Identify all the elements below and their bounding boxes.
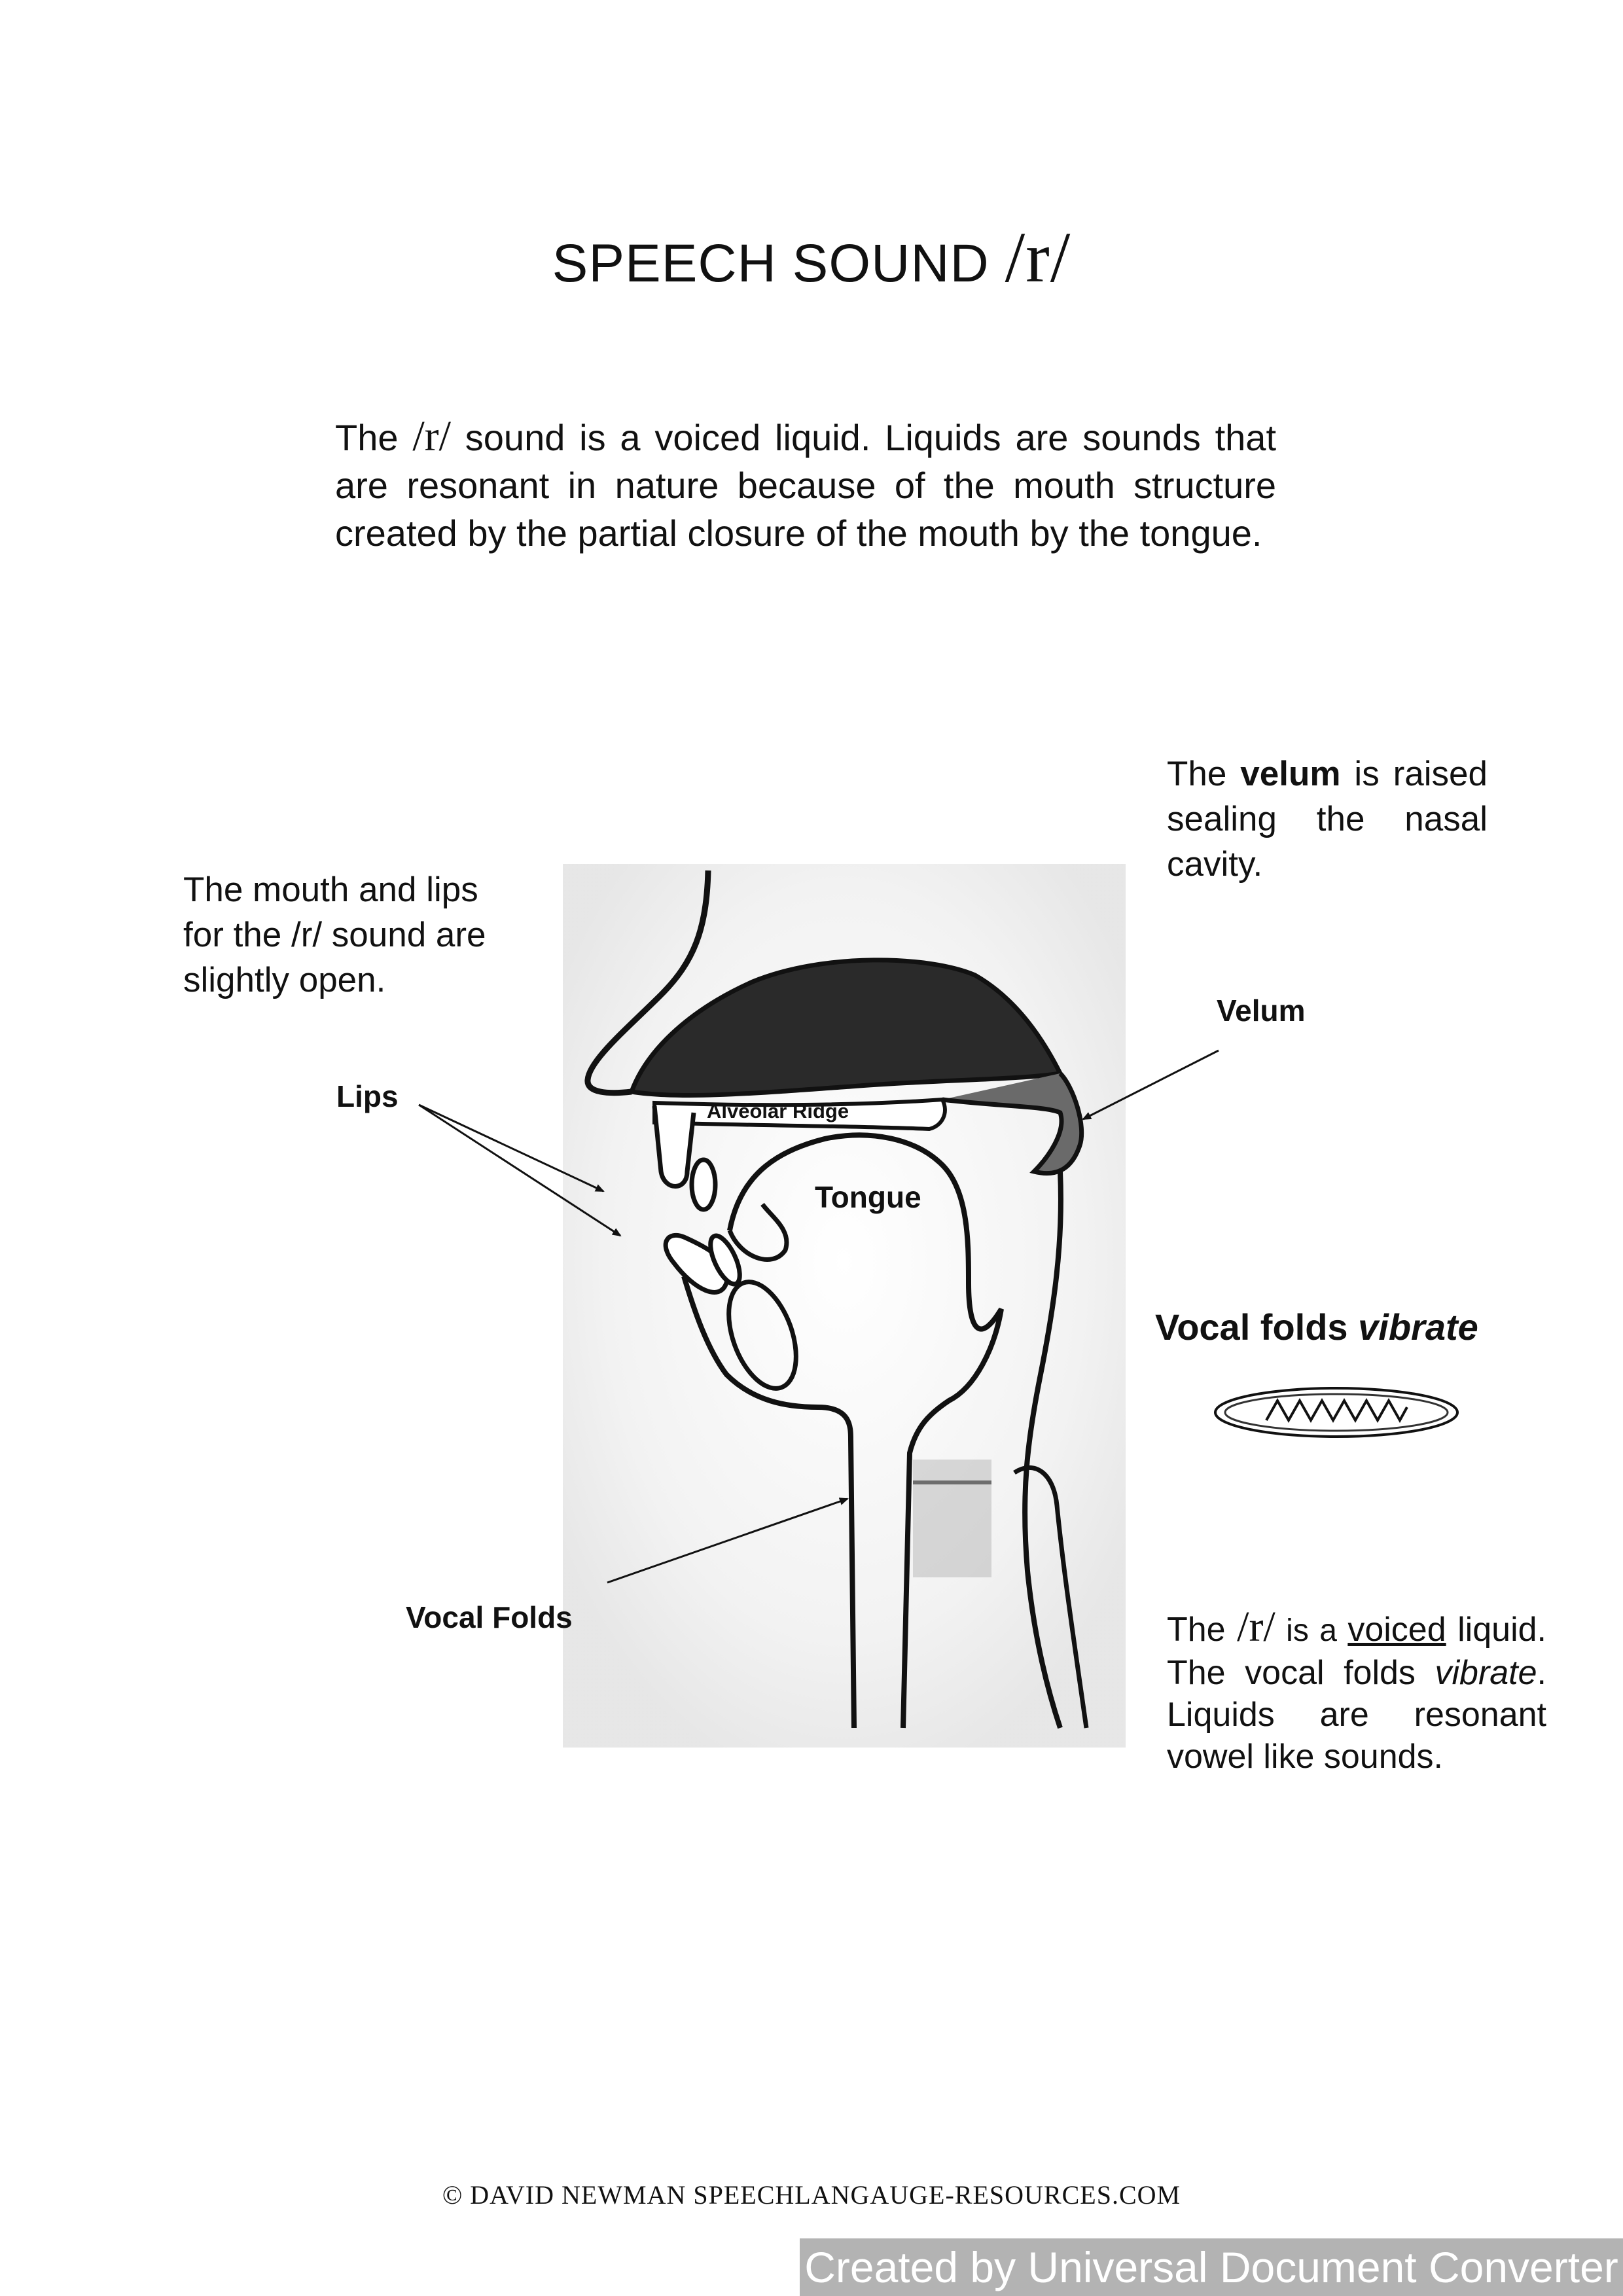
voiced-note-text: is a [1275,1613,1348,1648]
vocal-folds-label: Vocal Folds [406,1600,573,1634]
voiced-note-text: The vocal folds [1167,1654,1435,1692]
voiced-note-text: . [1537,1654,1546,1692]
mouth-lips-note: The mouth and lips for the /r/ sound are slightly open. [183,870,486,999]
vocal-folds-heading-bold: Vocal folds [1155,1306,1359,1348]
alveolar-ridge-label: Alveolar Ridge [707,1100,849,1122]
vocal-folds-heading [1155,1306,1478,1348]
intro-symbol: /r/ [412,412,451,460]
lips-label: Lips [336,1079,399,1113]
converter-watermark: Created by Universal Document Converter [800,2238,1623,2296]
voiced-note-line-1 [1167,1603,1546,1652]
title-symbol: /r/ [1005,217,1071,297]
tongue-label: Tongue [815,1180,921,1214]
velum-note-bold: velum [1240,755,1341,793]
vibrating-folds-icon [1215,1388,1457,1437]
larynx-shading [913,1460,991,1577]
upper-incisor [654,1106,694,1187]
voiced-note-line-3: Liquids are resonant [1167,1696,1546,1734]
copyright-footer: © DAVID NEWMAN SPEECHLANGAUGE-RESOURCES.COM [442,2180,1181,2210]
voiced-note-symbol: /r/ [1237,1603,1275,1651]
voiced-liquid-note [1167,1603,1546,1778]
title-text: SPEECH SOUND [552,234,1005,293]
upper-lip [692,1160,715,1210]
vocal-folds-heading-italic: vibrate [1358,1306,1478,1348]
voiced-note-italic: vibrate [1435,1654,1537,1692]
voiced-note-text: liquid. [1446,1611,1546,1649]
velum-label: Velum [1217,994,1306,1028]
velum-note-rest: is raised sealing the nasal cavity. [1167,755,1488,884]
intro-lead: The [335,417,413,458]
voiced-underlined-word: voiced [1347,1611,1446,1649]
intro-rest: sound is a voiced liquid. Liquids are sounds that are resonant in nature because of the mouth structure created by the partial closure of the mouth by the tongue. [335,417,1276,554]
voiced-note-line-4: vowel like sounds. [1167,1738,1443,1776]
voiced-note-line-2 [1167,1652,1546,1694]
voiced-note-text: The [1167,1611,1238,1649]
velum-note-lead: The [1167,755,1241,793]
